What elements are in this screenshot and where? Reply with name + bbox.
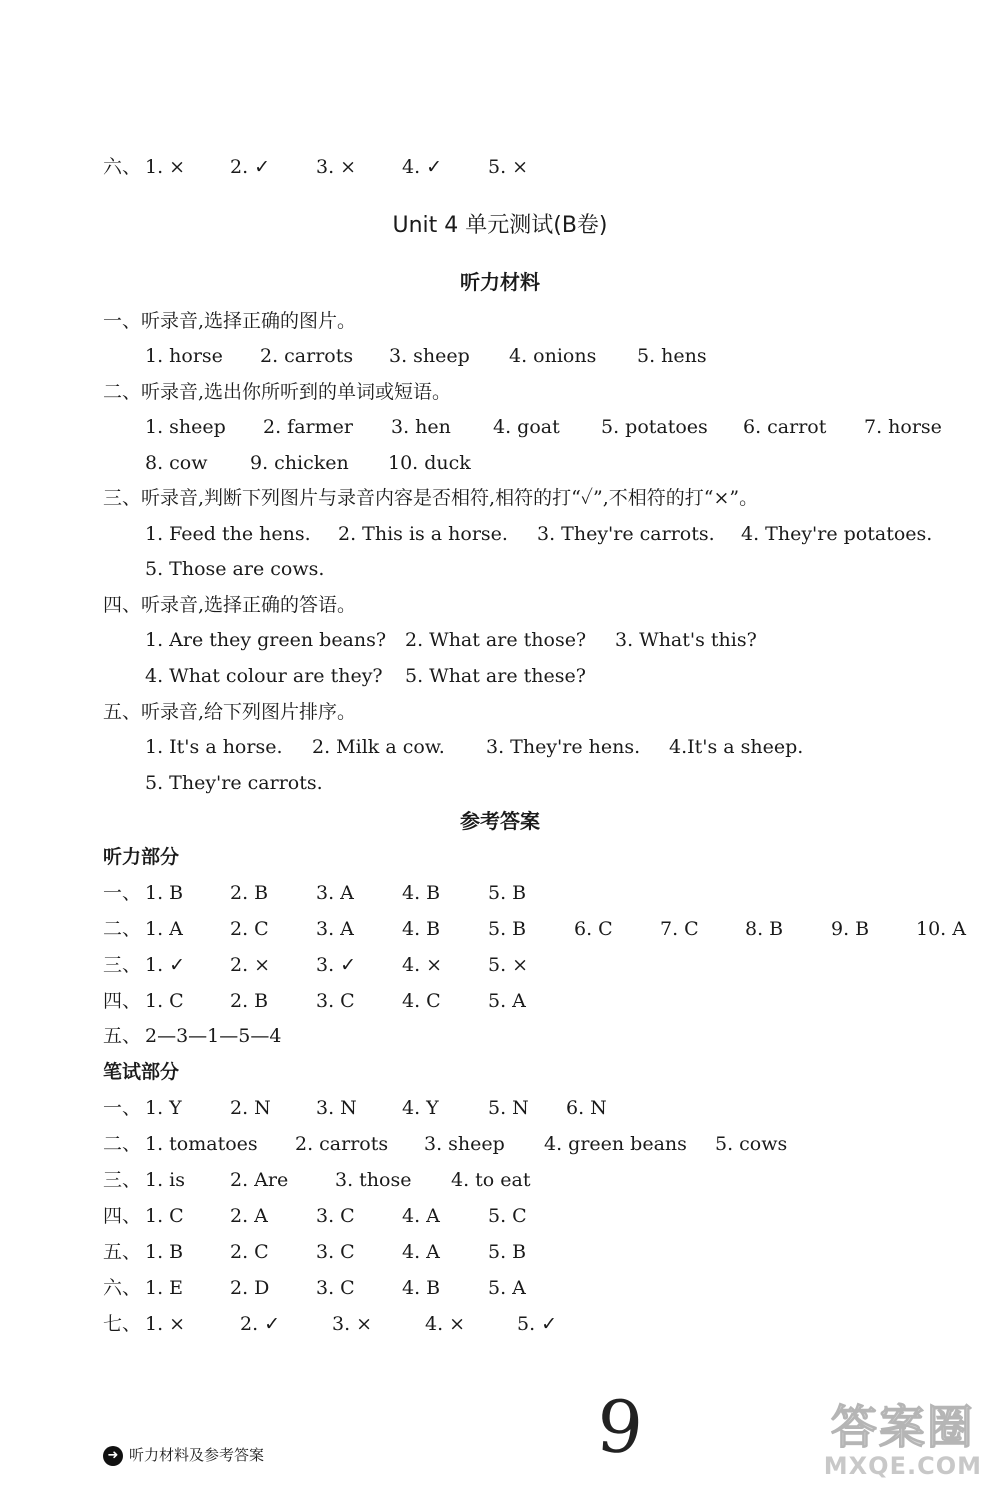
- row-label: 二、: [103, 918, 142, 940]
- arrow-right-icon: ➜: [103, 1446, 123, 1466]
- row-label: 六、: [103, 156, 142, 178]
- material-item: 1. Are they green beans?: [145, 629, 387, 651]
- row-label: 四、: [103, 1205, 142, 1227]
- material-item: 4. onions: [509, 345, 597, 367]
- footer-text: 听力材料及参考答案: [129, 1446, 265, 1464]
- material-item: 8. cow: [145, 452, 208, 474]
- material-item: 4. They're potatoes.: [741, 523, 933, 545]
- answer-item: 1. ×: [145, 156, 186, 178]
- material-item: 3. They're carrots.: [537, 523, 715, 545]
- material-item: 9. chicken: [250, 452, 349, 474]
- material-item: 2. This is a horse.: [338, 523, 508, 545]
- material-item: 1. sheep: [145, 416, 226, 438]
- material-item: 2. carrots: [260, 345, 354, 367]
- material-item: 5. They're carrots.: [145, 772, 323, 794]
- written-part-label: 笔试部分: [103, 1061, 180, 1083]
- answer-item: 2. ✓: [230, 156, 271, 178]
- material-item: 3. They're hens.: [486, 736, 641, 758]
- material-item: 1. It's a horse.: [145, 736, 283, 758]
- row-label: 七、: [103, 1313, 142, 1335]
- row-label: 五、: [103, 1241, 142, 1263]
- row-label: 一、: [103, 1097, 142, 1119]
- material-item: 1. Feed the hens.: [145, 523, 311, 545]
- material-item: 10. duck: [388, 452, 471, 474]
- unit-title: Unit 4 单元测试(B卷): [392, 213, 608, 238]
- answer-item: 3. ×: [316, 156, 357, 178]
- material-item: 3. sheep: [389, 345, 470, 367]
- material-item: 5. potatoes: [601, 416, 708, 438]
- material-item: 4.It's a sheep.: [669, 736, 804, 758]
- handwritten-page-number: 9: [594, 1383, 646, 1471]
- row-label: 五、: [103, 1025, 142, 1047]
- material-item: 4. goat: [493, 416, 560, 438]
- material-item: 1. horse: [145, 345, 223, 367]
- row-label: 三、: [103, 954, 142, 976]
- material-item: 5. hens: [637, 345, 707, 367]
- material-item: 4. What colour are they?: [145, 665, 383, 687]
- material-item: 3. hen: [391, 416, 451, 438]
- row-label: 四、: [103, 990, 142, 1012]
- material-item: 5. What are these?: [405, 665, 586, 687]
- row-label: 二、: [103, 1133, 142, 1155]
- material-item: 2. What are those?: [405, 629, 587, 651]
- answer-item: 4. ✓: [402, 156, 443, 178]
- watermark-sub-text: MXQE.COM: [823, 1452, 982, 1480]
- material-item: 3. What's this?: [615, 629, 757, 651]
- row-label: 一、: [103, 882, 142, 904]
- material-item: 6. carrot: [743, 416, 827, 438]
- row-label: 六、: [103, 1277, 142, 1299]
- listening-part-label: 听力部分: [103, 846, 180, 868]
- material-item: 2. Milk a cow.: [312, 736, 445, 758]
- watermark-logo: [824, 1402, 982, 1480]
- material-item: 7. horse: [864, 416, 942, 438]
- answers-title: 参考答案: [460, 809, 540, 833]
- material-item: 2. farmer: [263, 416, 353, 438]
- row-label: 三、: [103, 1169, 142, 1191]
- listening-materials-title: 听力材料: [460, 270, 540, 294]
- watermark-main-text: 答案圈: [830, 1400, 975, 1454]
- material-item: 5. Those are cows.: [145, 558, 325, 580]
- page-footer: [103, 1443, 264, 1467]
- answer-item: 5. ×: [488, 156, 529, 178]
